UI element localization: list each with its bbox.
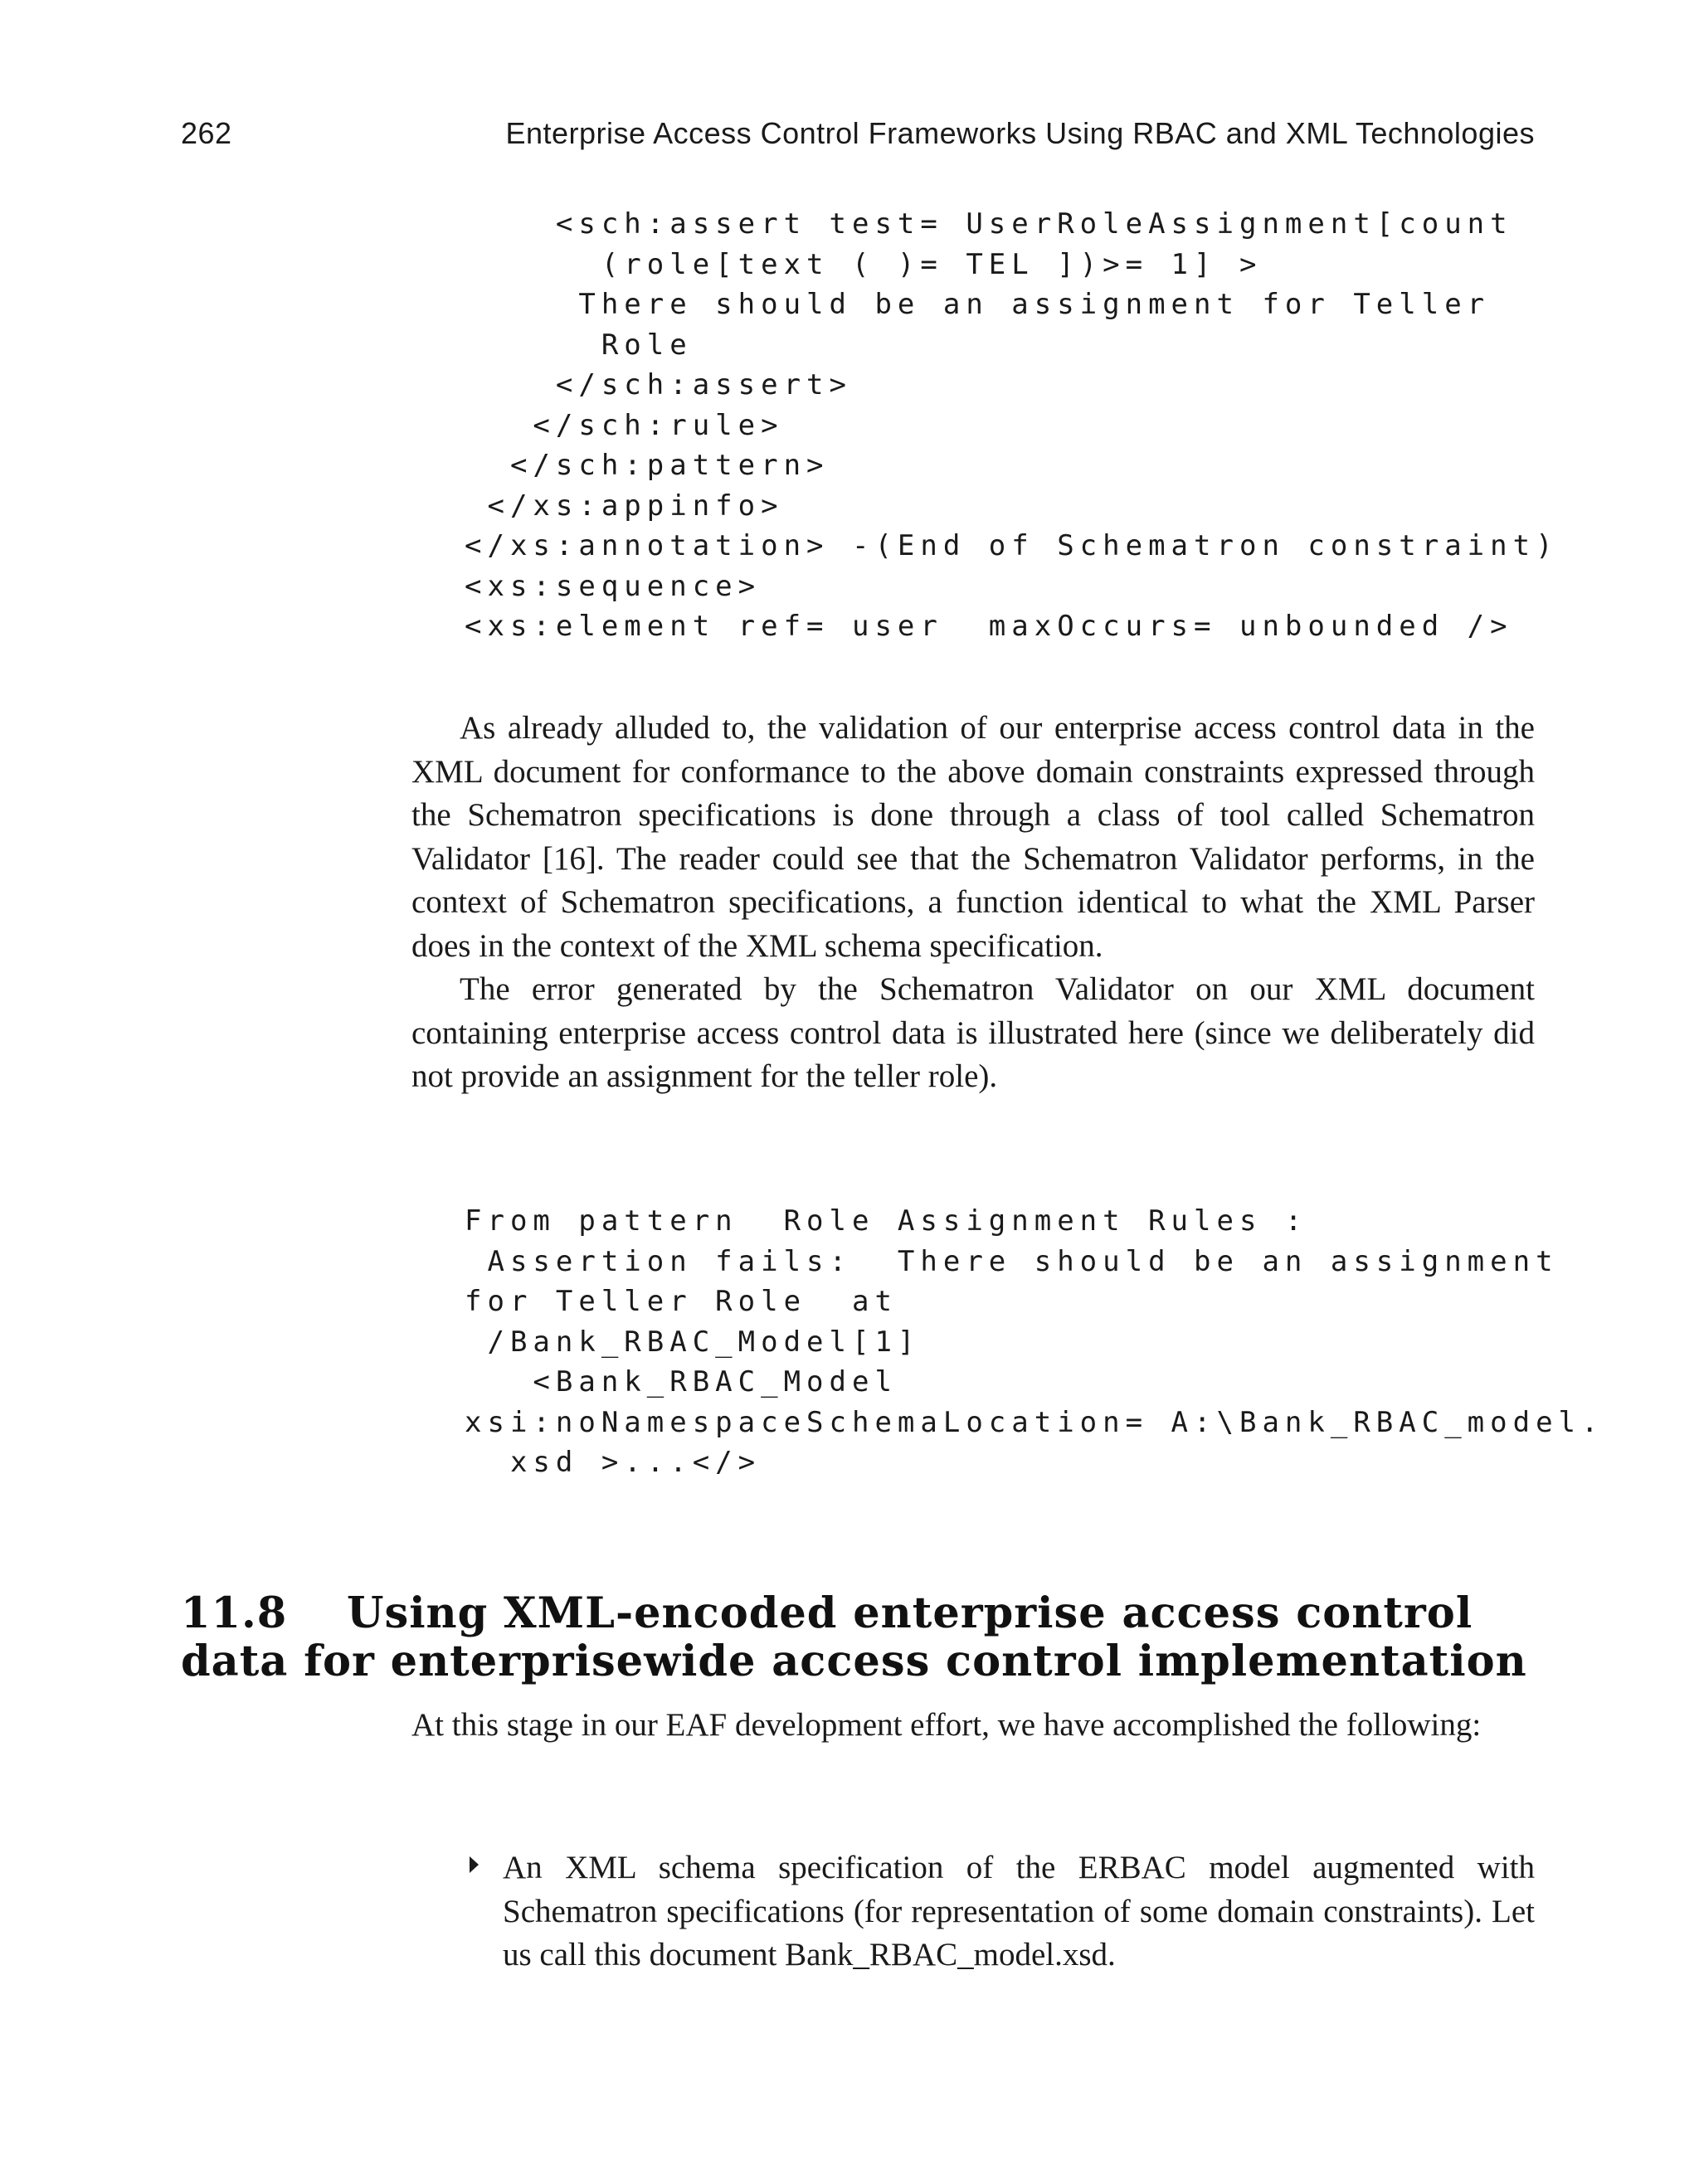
- code-line: There should be an assignment for Teller: [465, 288, 1491, 321]
- page-number: 262: [181, 116, 232, 150]
- section-heading: [181, 1589, 1591, 1685]
- bullet-list: [466, 1846, 1535, 1977]
- code-line: Role: [465, 328, 693, 362]
- code-line: From pattern Role Assignment Rules :: [465, 1204, 1308, 1238]
- code-block-validator-error: [465, 1201, 1604, 1483]
- list-item: [466, 1846, 1535, 1977]
- code-line: /Bank_RBAC_Model[1]: [465, 1325, 921, 1359]
- code-line: xsi:noNamespaceSchemaLocation= A:\Bank_RBAC_model.: [465, 1405, 1604, 1439]
- code-line: </sch:assert>: [465, 368, 852, 401]
- section-number: 11.8: [181, 1588, 288, 1638]
- paragraph: At this stage in our EAF development effort, we have accomplished the following:: [411, 1707, 1482, 1743]
- code-line: <xs:element ref= user maxOccurs= unbounded />: [465, 610, 1513, 643]
- code-line: </sch:rule>: [465, 408, 784, 442]
- list-item-text: An XML schema specification of the ERBAC model augmented with Schematron specifications (for representation of some domain constraints). Let us call this document Bank_RBAC_model.xsd.: [503, 1850, 1535, 1972]
- code-line: <sch:assert test= UserRoleAssignment[count: [465, 207, 1513, 241]
- running-head: [181, 116, 1535, 158]
- paragraph: As already alluded to, the validation of our enterprise access control data in the XML document for conformance to the above domain constraints expressed through the Schematron specifications is done through a class of tool called Schematron Validator [16]. The reader could see that the Schematron Validator performs, in the context of Schematron specifications, a function identical to what the XML Parser does in the context of the XML schema specification.: [411, 710, 1535, 964]
- section-title-line-1: Using XML-encoded enterprise access control: [347, 1588, 1473, 1638]
- code-line: <xs:sequence>: [465, 569, 762, 603]
- paragraph: The error generated by the Schematron Validator on our XML document containing enterprise access control data is illustrated here (since we deliberately did not provide an assignment for the teller role).: [411, 971, 1535, 1094]
- code-block-schematron-assert: [465, 204, 1559, 647]
- code-line: <Bank_RBAC_Model: [465, 1365, 898, 1398]
- code-line: </sch:pattern>: [465, 449, 830, 482]
- bullet-triangle-icon: [470, 1856, 479, 1873]
- code-line: </xs:annotation> -(End of Schematron constraint): [465, 529, 1559, 562]
- code-line: xsd >...</>: [465, 1446, 762, 1479]
- running-title: Enterprise Access Control Frameworks Using RBAC and XML Technologies: [505, 116, 1535, 150]
- code-line: </xs:appinfo>: [465, 489, 784, 523]
- code-line: (role[text ( )= TEL ])>= 1] >: [465, 247, 1263, 281]
- body-text-section-intro: [411, 1704, 1535, 1748]
- body-text-validation: [411, 707, 1535, 1099]
- code-line: for Teller Role at: [465, 1285, 898, 1318]
- code-line: Assertion fails: There should be an assignment: [465, 1244, 1559, 1278]
- section-title-line-2: data for enterprisewide access control implementation: [181, 1637, 1527, 1686]
